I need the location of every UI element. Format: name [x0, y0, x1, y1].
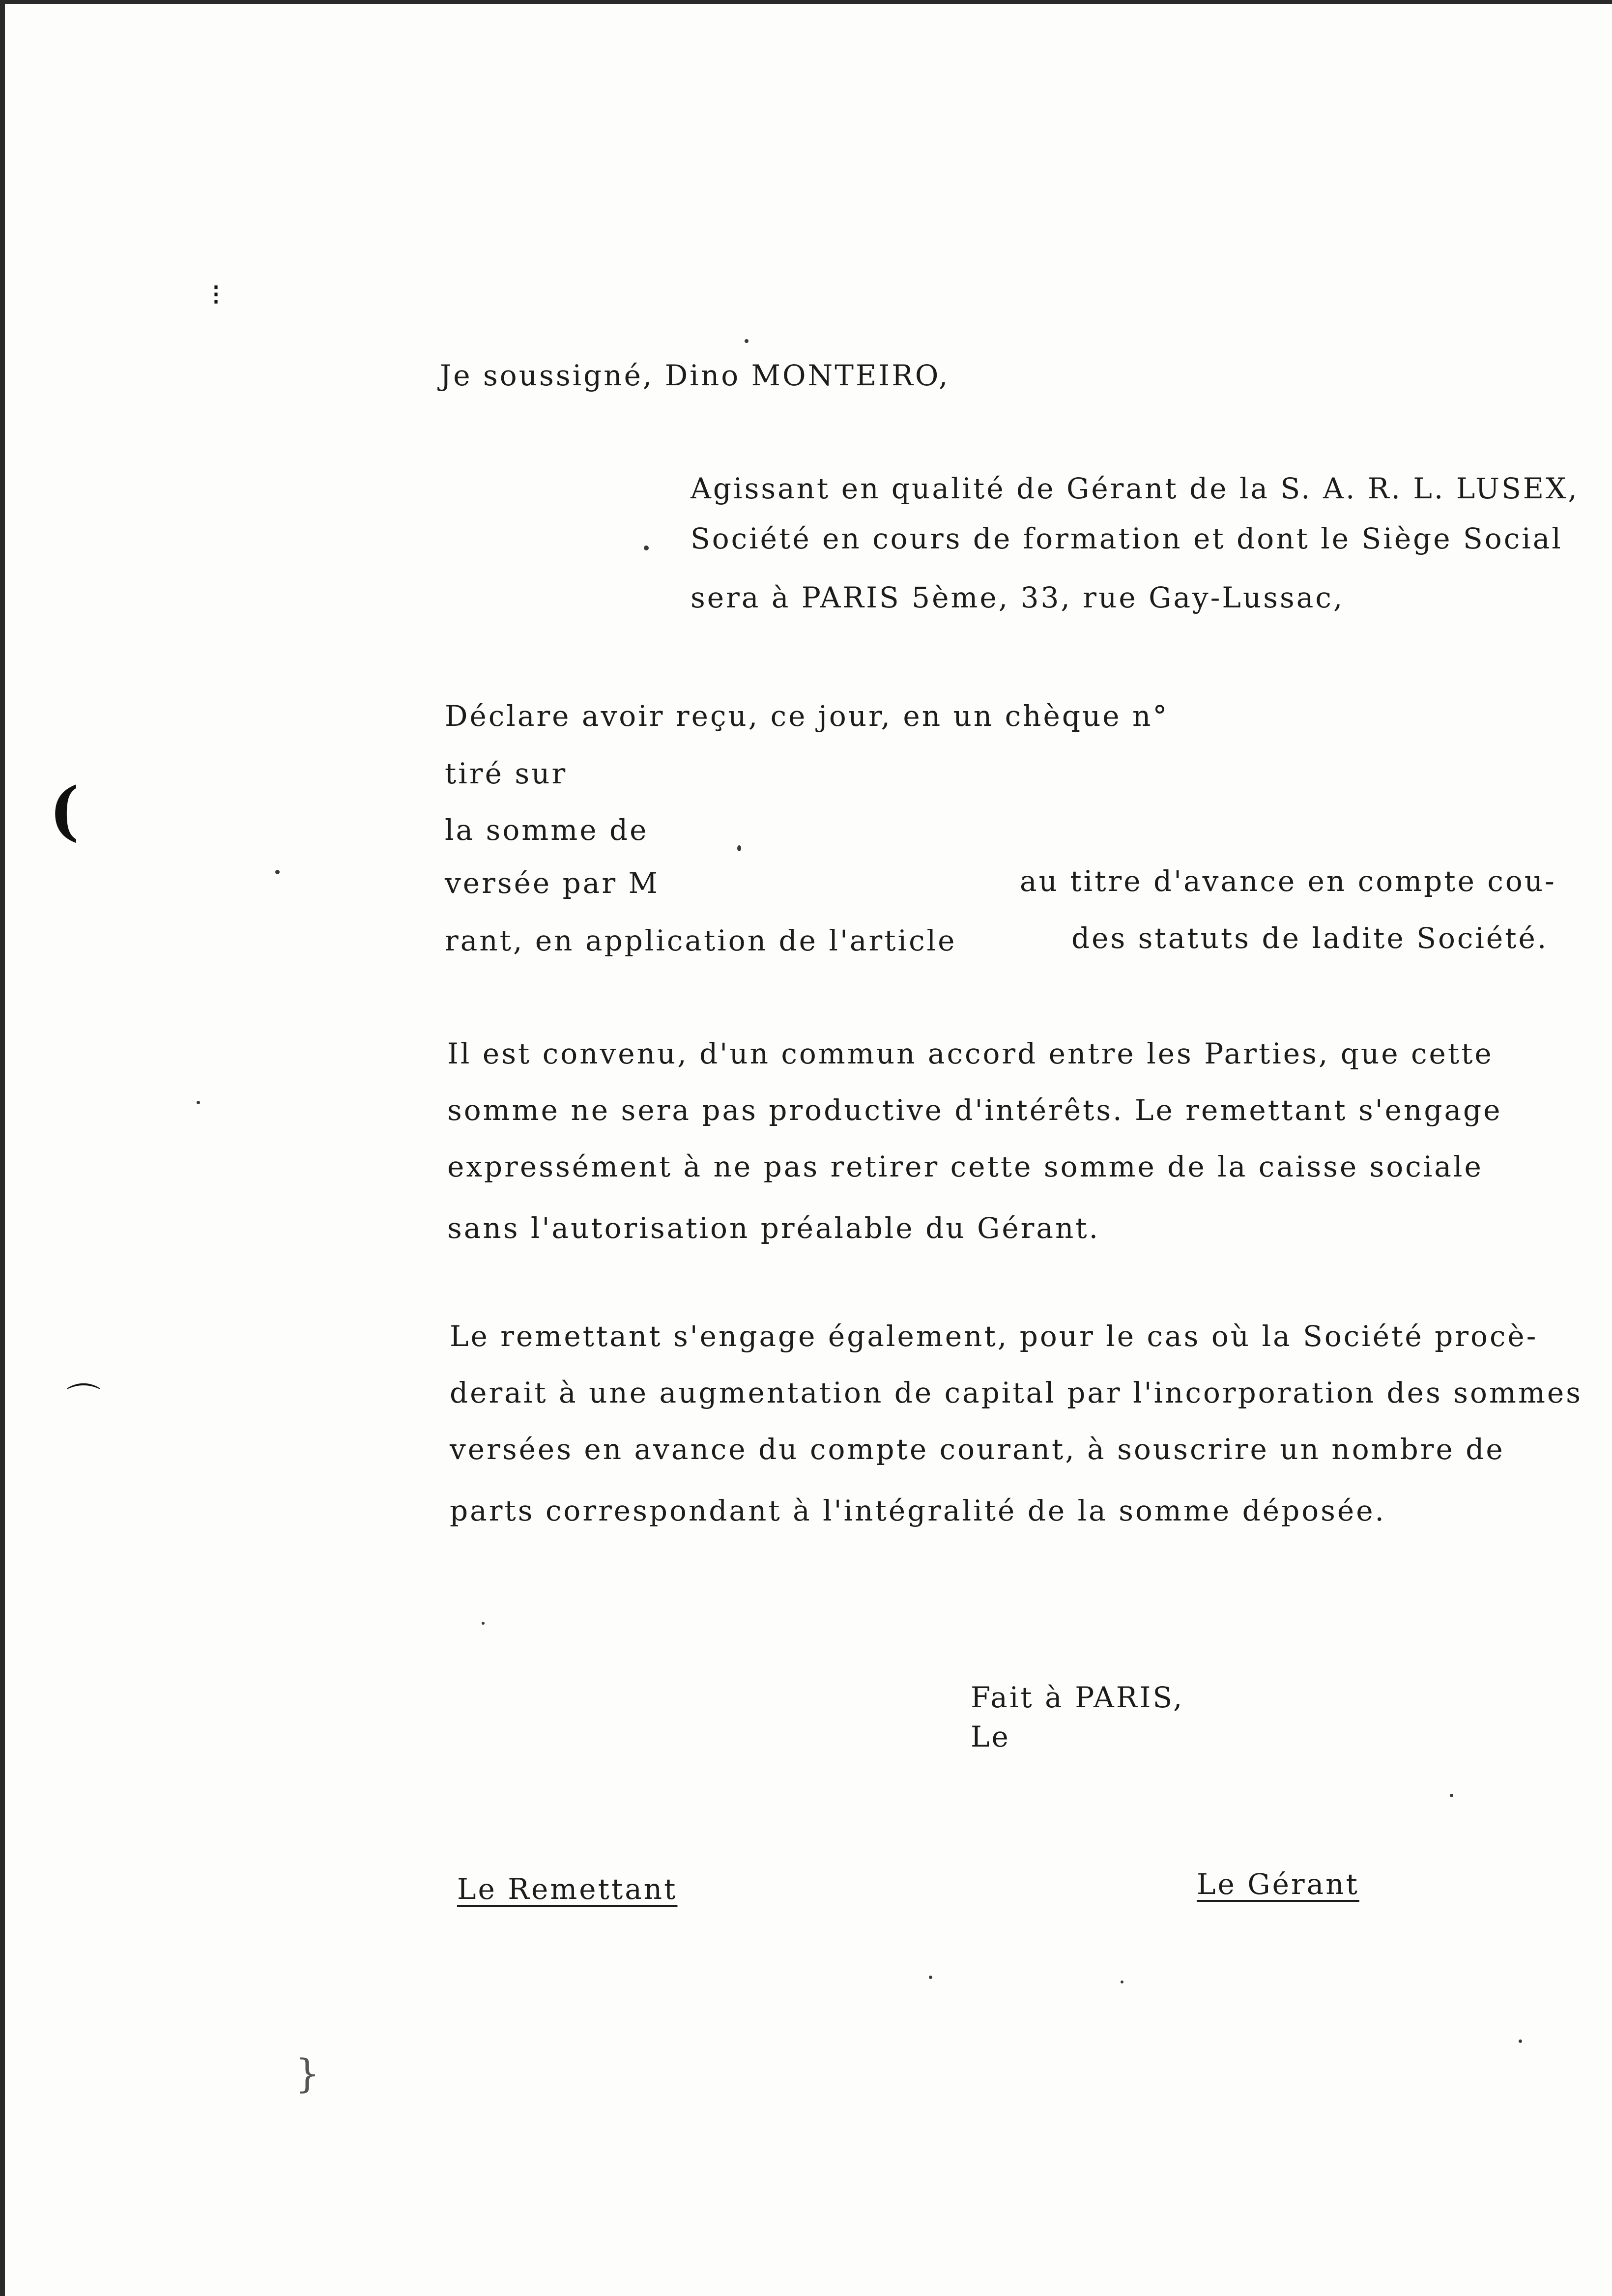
- place-line: Fait à PARIS,: [971, 1681, 1184, 1714]
- declaration-statutes-text: des statuts de ladite Société.: [1071, 921, 1549, 955]
- signatory-line: Je soussigné, Dino MONTEIRO,: [440, 359, 950, 392]
- stray-mark-paren: (: [49, 773, 80, 848]
- speck: [275, 870, 280, 874]
- speck: [1450, 1794, 1453, 1797]
- declaration-article-label: rant, en application de l'article: [445, 924, 957, 957]
- speck: [929, 1976, 932, 1979]
- speck: [1121, 1980, 1123, 1983]
- subscription-paragraph-line: versées en avance du compte courant, à souscrire un nombre de: [450, 1433, 1505, 1466]
- speck: [482, 1622, 485, 1625]
- subscription-paragraph-line: Le remettant s'engage également, pour le cas où la Société procè-: [450, 1320, 1538, 1353]
- signature-remitter-label: Le Remettant: [457, 1872, 678, 1906]
- declaration-drawn-on-line: tiré sur: [445, 757, 568, 790]
- interest-paragraph-line: expressément à ne pas retirer cette somme de la caisse sociale: [447, 1150, 1483, 1183]
- speck: [745, 339, 748, 343]
- stray-mark-dots: ⁝: [211, 278, 221, 312]
- declaration-advance-text: au titre d'avance en compte cou-: [1020, 864, 1556, 898]
- interest-paragraph-line: somme ne sera pas productive d'intérêts. Le remettant s'engage: [447, 1093, 1502, 1127]
- scan-edge-left: [0, 0, 5, 2296]
- interest-paragraph-line: sans l'autorisation préalable du Gérant.: [447, 1211, 1100, 1245]
- subscription-paragraph-line: derait à une augmentation de capital par l'incorporation des sommes: [450, 1376, 1583, 1409]
- declaration-paid-by-label: versée par M: [445, 866, 660, 900]
- declaration-cheque-line: Déclare avoir reçu, ce jour, en un chèque n°: [445, 699, 1169, 733]
- declaration-amount-line: la somme de: [445, 813, 649, 847]
- interest-paragraph-line: Il est convenu, d'un commun accord entre les Parties, que cette: [447, 1037, 1494, 1070]
- speck: [737, 845, 741, 851]
- stray-mark-brace: }: [295, 2051, 320, 2096]
- stray-mark-hook: ⌒: [66, 1380, 101, 1421]
- capacity-line: sera à PARIS 5ème, 33, rue Gay-Lussac,: [691, 581, 1345, 614]
- capacity-line: Agissant en qualité de Gérant de la S. A. R. L. LUSEX,: [691, 472, 1579, 505]
- capacity-line: Société en cours de formation et dont le Siège Social: [691, 522, 1563, 555]
- subscription-paragraph-line: parts correspondant à l'intégralité de la somme déposée.: [450, 1494, 1386, 1527]
- speck: [1519, 2039, 1522, 2043]
- speck: [644, 545, 649, 550]
- date-label: Le: [971, 1720, 1010, 1753]
- speck: [197, 1101, 200, 1104]
- scan-edge-top: [0, 0, 1612, 4]
- signature-manager-label: Le Gérant: [1197, 1867, 1359, 1901]
